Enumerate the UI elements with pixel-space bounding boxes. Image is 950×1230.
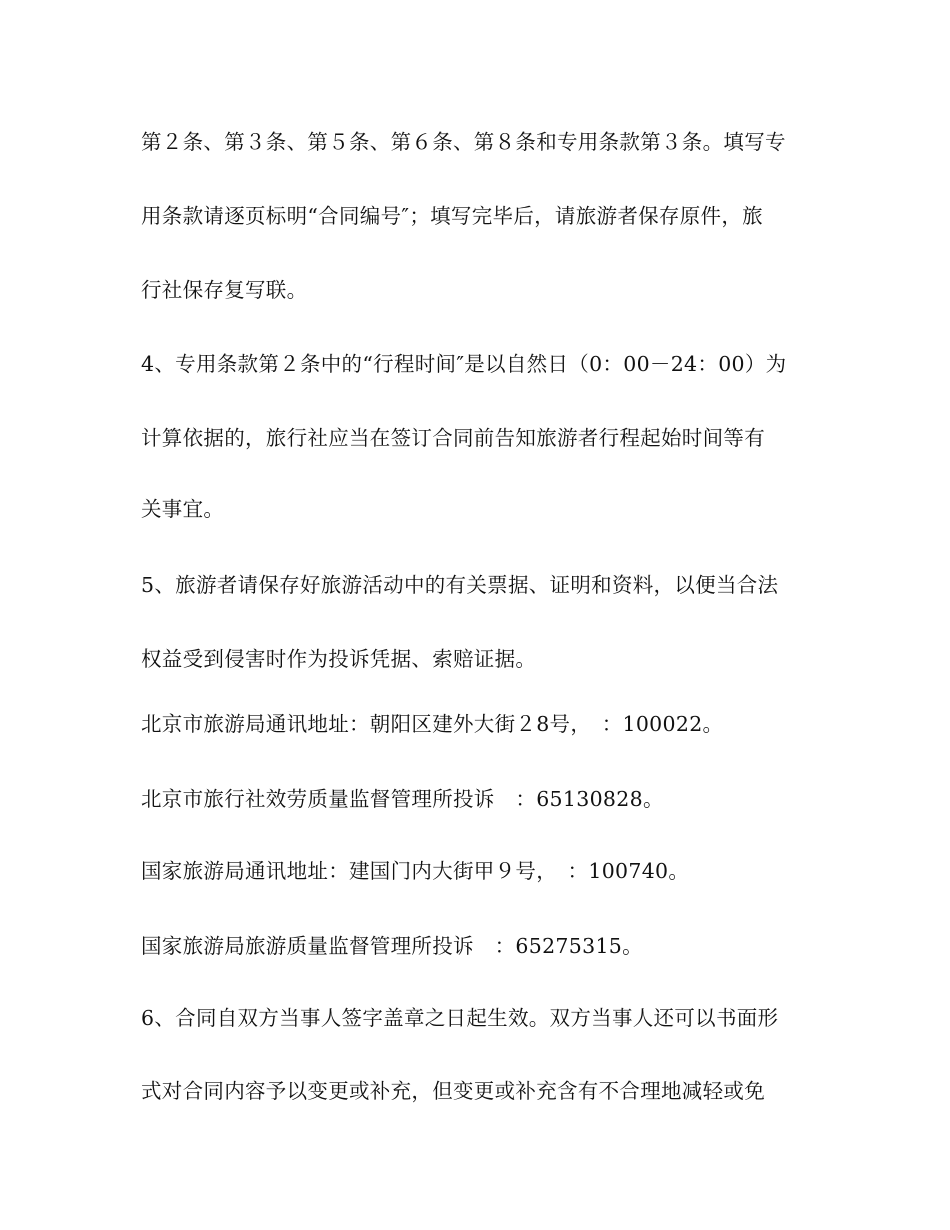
text-line: 国家旅游局通讯地址：建国门内大街甲９号， ：100740。 (141, 859, 690, 883)
text-line: 第２条、第３条、第５条、第６条、第８条和专用条款第３条。填写专 (141, 130, 786, 154)
text-line: 行社保存复写联。 (141, 278, 308, 302)
text-line: 关事宜。 (141, 497, 225, 521)
text-line: 权益受到侵害时作为投诉凭据、索赔证据。 (141, 647, 537, 671)
text-line: 5、旅游者请保存好旅游活动中的有关票据、证明和资料，以便当合法 (141, 573, 779, 597)
text-line: 用条款请逐页标明“合同编号″；填写完毕后，请旅游者保存原件，旅 (141, 204, 763, 228)
text-line: 计算依据的，旅行社应当在签订合同前告知旅游者行程起始时间等有 (141, 426, 765, 450)
text-line: 北京市旅行社效劳质量监督管理所投诉 ：65130828。 (141, 787, 664, 811)
text-line: 4、专用条款第２条中的“行程时间″是以自然日（0：00－24：00）为 (141, 352, 787, 376)
text-line: 6、合同自双方当事人签字盖章之日起生效。双方当事人还可以书面形 (141, 1006, 779, 1030)
text-line: 北京市旅游局通讯地址：朝阳区建外大街２8号， ：100022。 (141, 712, 724, 736)
text-line: 国家旅游局旅游质量监督管理所投诉 ：65275315。 (141, 934, 643, 958)
text-line: 式对合同内容予以变更或补充，但变更或补充含有不合理地减轻或免 (141, 1079, 765, 1103)
